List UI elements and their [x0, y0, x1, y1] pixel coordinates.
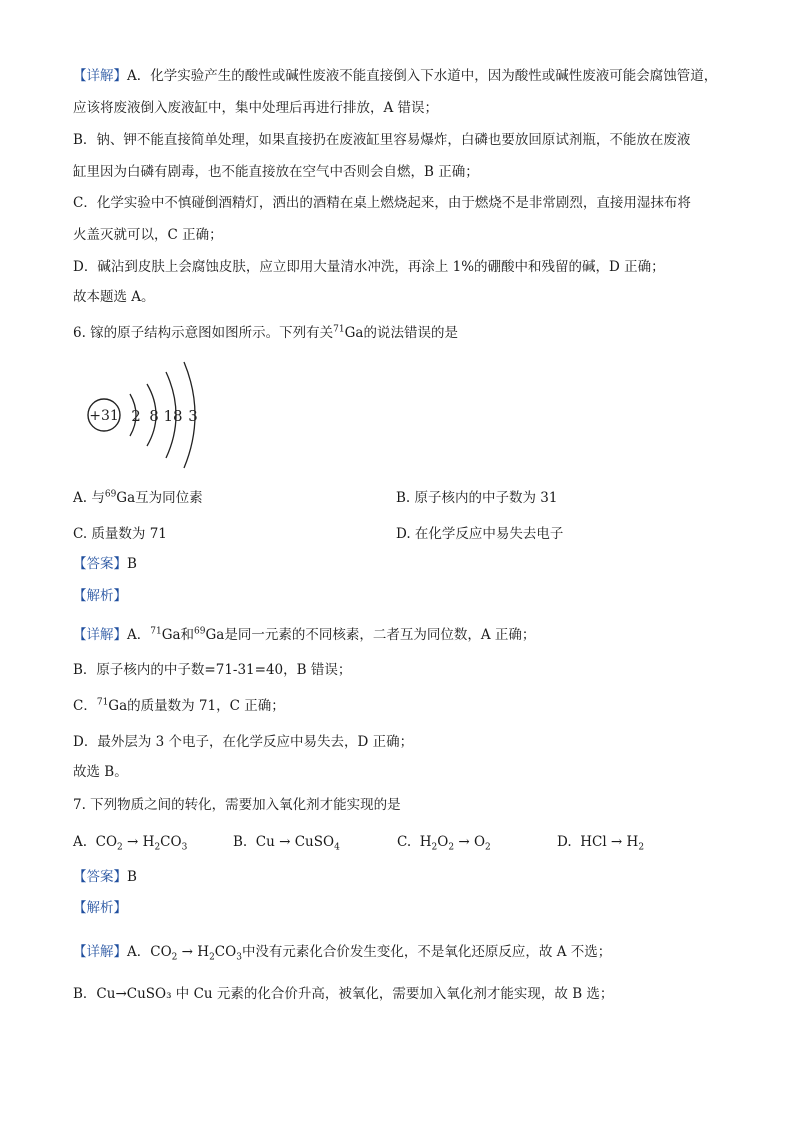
shell-electrons-2: 8 [149, 407, 159, 425]
q6-explain-line-3: C．$^{71}$Ga的质量数为 71，C 正确； [73, 697, 285, 714]
shell-electrons-3: 18 [163, 407, 183, 425]
q7-analysis-heading: 【解析】 [73, 900, 127, 916]
q7-option-a: A. $CO_2 \to H_2CO_3$ [73, 834, 188, 853]
q6-explain-line-1: 【详解】A．$^{71}$Ga和$^{69}$Ga是同一元素的不同核素，二者互为同位数，A 正确； [73, 626, 536, 643]
q6-analysis-heading: 【解析】 [73, 588, 127, 604]
q5-explain-line-7: D．碱沾到皮肤上会腐蚀皮肤，应立即用大量清水冲洗，再涂上 1%的硼酸中和残留的碱，D 正确； [73, 259, 665, 275]
q7-answer: 【答案】B [73, 869, 137, 885]
q6-option-d: D. 在化学反应中易失去电子 [396, 526, 564, 542]
q6-stem: 6. 镓的原子结构示意图如图所示。下列有关$^{71}$Ga的说法错误的是 [73, 324, 458, 341]
q5-explain-line-2: 应该将废液倒入废液缸中，集中处理后再进行排放，A 错误； [73, 100, 439, 116]
q6-answer: 【答案】B [73, 556, 137, 572]
q6-explain-line-4: D．最外层为 3 个电子，在化学反应中易失去，D 正确； [73, 734, 414, 750]
shell-electrons-4: 3 [188, 407, 198, 425]
q7-stem: 7. 下列物质之间的转化，需要加入氧化剂才能实现的是 [73, 797, 401, 813]
q7-explain-line-1: 【详解】A．$CO_2 \to H_2CO_3$中没有元素化合价发生变化，不是氧化还原反应，故 A 不选； [73, 944, 612, 963]
q7-option-c: C. $H_2O_2 \to O_2$ [397, 834, 491, 853]
q6-conclusion: 故选 B。 [73, 764, 128, 780]
q5-explain-tag: 【详解】 [73, 68, 127, 84]
q5-conclusion: 故本题选 A。 [73, 289, 155, 305]
q5-explain-line-3: B．钠、钾不能直接简单处理，如果直接扔在废液缸里容易爆炸，白磷也要放回原试剂瓶，不能放在废液 [73, 132, 691, 148]
nucleus-charge: +31 [89, 408, 119, 424]
q6-option-b: B. 原子核内的中子数为 31 [396, 490, 558, 506]
q6-explain-line-2: B．原子核内的中子数=71-31=40，B 错误； [73, 662, 352, 678]
q5-explain-line-6: 火盖灭就可以，C 正确； [73, 227, 223, 243]
q7-option-b: B. Cu → CuSO$_4$ [233, 834, 340, 853]
q7-explain-line-2: B．Cu→CuSO₃ 中 Cu 元素的化合价升高，被氧化，需要加入氧化剂才能实现，故 B 选； [73, 986, 614, 1002]
q5-explain-line-1: 【详解】A．化学实验产生的酸性或碱性废液不能直接倒入下水道中，因为酸性或碱性废液可能会腐蚀管道， [73, 68, 718, 84]
q5-explain-line-4: 缸里因为白磷有剧毒，也不能直接放在空气中否则会自燃，B 正确； [73, 164, 479, 180]
q6-option-a: A. 与$^{69}$Ga互为同位素 [73, 489, 203, 506]
shell-electrons-1: 2 [131, 407, 141, 425]
q6-option-c: C. 质量数为 71 [73, 526, 167, 542]
gallium-atom-diagram [80, 358, 210, 473]
q5-explain-line-5: C．化学实验中不慎碰倒酒精灯，洒出的酒精在桌上燃烧起来，由于燃烧不是非常剧烈，直接用湿抹布将 [73, 195, 691, 211]
q7-option-d: D. HCl → $H_2$ [557, 834, 645, 853]
